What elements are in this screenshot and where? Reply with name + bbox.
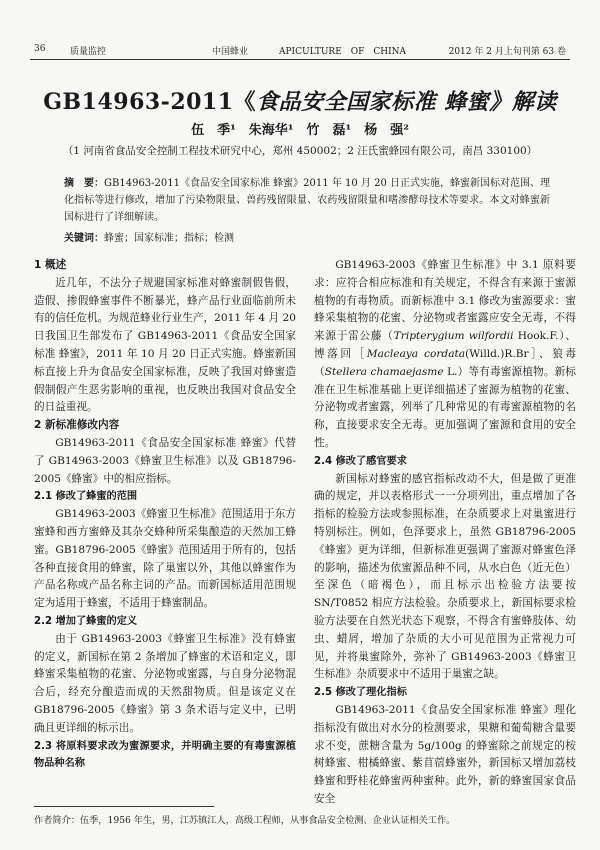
paragraph [314, 257, 576, 453]
abstract-label: 摘 要： [64, 178, 105, 189]
paragraph: GB14963-2011《食品安全国家标准 蜂蜜》理化指标没有做出对水分的检测要求，果糖和葡萄糖含量要求不变，蔗糖含量为 5g/100g 的蜂蜜除之前规定的桉树蜂蜜、柑橘蜂蜜、紫苜蓿蜂蜜外，新国标又增加荔枝蜂蜜和野桂花蜂蜜两种蜜种。此外，新的蜂蜜国家食品安全 [314, 703, 576, 805]
header-rule [30, 59, 570, 60]
paragraph: GB14963-2003《蜂蜜卫生标准》范围适用于东方蜜蜂和西方蜜蜂及其杂交蜂种所采集酿造的天然加工蜂蜜。GB18796-2005《蜂蜜》范围适用于所有的，包括各种直接食用的蜂蜜，除了巢蜜以外，其他以蜂蜜作为产品名称或产品名称主词的产品。而新国标适用范围规定为适用于蜂蜜，不适用于蜂蜜制品。 [34, 508, 296, 610]
text-run: (Willd.)R.Br］、狼毒（ [314, 347, 576, 378]
journal-cn: 中国蜂业 [212, 47, 249, 57]
left-column [34, 257, 296, 773]
keywords-label: 关键词： [64, 233, 104, 244]
section-heading-1: 1 概述 [34, 259, 67, 271]
paragraph: GB14963-2011《食品安全国家标准 蜂蜜》代替了 GB14963-2003《蜂蜜卫生标准》以及 GB18796-2005《蜂蜜》中的相应指标。 [34, 436, 296, 485]
species-name: Stellera chamaejasme [324, 365, 444, 378]
title-prefix: GB14963-2011《 [43, 89, 257, 115]
text-run: Hook.F.）、博落回［ [314, 330, 577, 360]
keywords-text: 蜂蜜；国家标准；指标；检测 [104, 233, 234, 244]
article-title [40, 85, 560, 116]
subsection-heading-2-2: 2.2 增加了蜂蜜的定义 [34, 615, 138, 627]
section-name: 质量监控 [70, 47, 107, 57]
species-name: Macleaya cordata [366, 347, 466, 360]
right-column [314, 257, 576, 809]
running-header [34, 44, 566, 58]
abstract [64, 175, 550, 226]
species-name: Tripterygium wilfordii [393, 330, 514, 343]
abstract-text: GB14963-2011《食品安全国家标准 蜂蜜》2011 年 10 月 20 日正式实施，蜂蜜新国标对范围、理化指标等进行修改，增加了污染物限量、兽药残留限量、农药残留限量和嗜渗酵母技术等要求。本文对蜂蜜新国标进行了详细解读。 [64, 178, 551, 223]
paragraph: 由于 GB14963-2003《蜂蜜卫生标准》没有蜂蜜的定义，新国标在第 2 条增加了蜂蜜的术语和定义，即蜂蜜采集植物的花蜜、分泌物或蜜露，与自身分泌物混合后，经充分酿造而成的天然甜物质。但是该定义在 GB18796-2005《蜂蜜》第 3 条术语与定义中，已明确且更详细的标示出。 [34, 632, 296, 734]
affiliation: （1 河南省食品安全控制工程技术研究中心，郑州 450002；2 汪氏蜜蜂园有限公司，南昌 330100） [62, 145, 538, 157]
text-run: GB14963-2003《蜂蜜卫生标准》中 3.1 原料要求：应符合相应标准和有关规定，不得含有来源于蜜源植物的有毒物质。而新标准中 3.1 修改为蜜源要求：蜜蜂采集植物的花蜜、分泌物或者蜜露应安全无毒，不得来源于雷公藤（ [314, 259, 576, 343]
author-list: 伍 季¹ 朱海华¹ 竹 磊¹ 杨 强² [191, 123, 409, 138]
paragraph: 近几年，不法分子规避国家标准对蜂蜜制假售假，造假、掺假蜂蜜事件不断暴光，蜂产品行业面临前所未有的信任危机。为规范蜂业行业生产，2011 年 4 月 20 日我国卫生部发布了 GB14963-2011《食品安全国家标准 蜂蜜》，2011 年 10 月 20 日正式实施。蜂蜜新国标直接上升为食品安全国家标准，反映了我国对蜂蜜造假制假产生恶劣影响的重视，也反映出我国对食品安全的日益重视。 [34, 276, 296, 414]
keywords [64, 229, 550, 244]
text-run: L.）等有毒蜜源植物。新标准在卫生标准基础上更详细描述了蜜源为植物的花蜜、分泌物或者蜜露，列举了几种常见的有毒蜜源植物的名称，直接要求安全无毒。更加强调了蜜源和食用的安全性。 [314, 365, 576, 449]
page-number: 36 [34, 44, 46, 54]
footnote-rule [34, 806, 214, 807]
subsection-heading-2-3: 2.3 将原料要求改为蜜源要求，并明确主要的有毒蜜源植物品种名称 [34, 740, 296, 770]
issue-info: 2012 年 2 月上旬刊第 63 卷 [448, 47, 566, 57]
author-footnote: 作者简介：伍季，1956 年生，男，江苏镇江人，高级工程师，从事食品安全检测、企业认证相关工作。 [34, 815, 456, 826]
title-main: 食品安全国家标准 蜂蜜》解读 [256, 89, 557, 115]
journal-en: APICULTURE OF CHINA [279, 47, 407, 57]
subsection-heading-2-4: 2.4 修改了感官要求 [314, 455, 407, 467]
subsection-heading-2-1: 2.1 修改了蜂蜜的范围 [34, 491, 138, 503]
subsection-heading-2-5: 2.5 修改了理化指标 [314, 687, 407, 699]
section-heading-2: 2 新标准修改内容 [34, 419, 120, 432]
paragraph: 新国标对蜂蜜的感官指标改动不大，但是做了更准确的规定，并以表格形式一一分项列出，重点增加了各指标的检验方法或参照标准，在杂质要求上对巢蜜进行特别标注。例如，色泽要求上，虽然 GB18796-2005《蜂蜜》更为详细，但新标准更强调了蜜源对蜂蜜色泽的影响，描述为依蜜源品种不同，从水白色（近无色）至深色（暗褐色），而且标示出检验方法要按 SN/T0852 相应方法检验。杂质要求上，新国标要求检验方法要在自然光状态下观察，不得含有蜜蜂肢体、幼虫、蜡屑，增加了杂质的大小可见范围为正常视力可见，并将巢蜜除外，弥补了 GB14963-2003《蜂蜜卫生标准》杂质要求中不适用于巢蜜之缺。 [314, 472, 576, 681]
